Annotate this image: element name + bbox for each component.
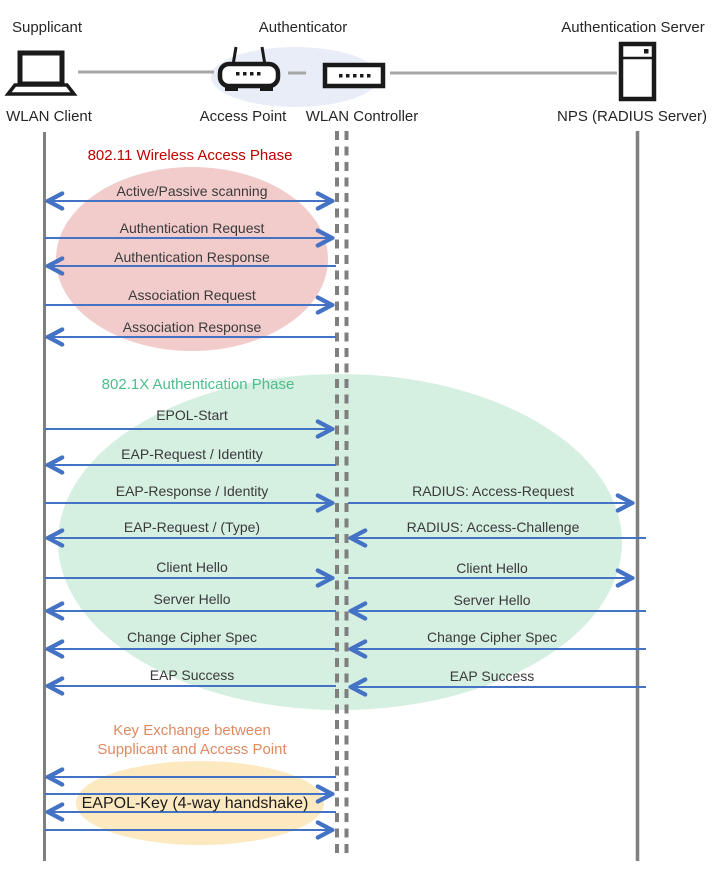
- device-nps-server: NPS (RADIUS Server): [556, 108, 708, 125]
- message-label: EAP-Response / Identity: [115, 483, 269, 499]
- device-access-point: Access Point: [199, 108, 287, 125]
- phase3-title-line1: Key Exchange between: [113, 722, 271, 739]
- message-label: Authentication Request: [119, 220, 265, 236]
- message-label: RADIUS: Access-Challenge: [406, 519, 580, 535]
- message-label: Client Hello: [156, 559, 228, 575]
- role-supplicant: Supplicant: [11, 19, 83, 36]
- message-label: Change Cipher Spec: [427, 629, 557, 645]
- server-icon: [621, 44, 654, 99]
- device-wlan-controller: WLAN Controller: [305, 108, 419, 125]
- message-label: EAP Success: [449, 668, 535, 684]
- role-authentication-server: Authentication Server: [561, 19, 705, 36]
- message-label: Client Hello: [456, 560, 528, 576]
- message-label: EAP-Request / (Type): [123, 519, 261, 535]
- phase1-title: 802.11 Wireless Access Phase: [87, 147, 293, 164]
- laptop-icon: [8, 53, 74, 94]
- message-label: Server Hello: [453, 592, 531, 608]
- message-label: Association Request: [128, 287, 256, 303]
- phase2-title: 802.1X Authentication Phase: [101, 376, 295, 393]
- message-label: EAP Success: [149, 667, 235, 683]
- message-label: Server Hello: [153, 591, 231, 607]
- phase2-ellipse: [58, 374, 622, 710]
- message-label: Active/Passive scanning: [116, 183, 268, 199]
- device-wlan-client: WLAN Client: [6, 108, 92, 125]
- message-label: EPOL-Start: [156, 407, 228, 423]
- message-label: Authentication Response: [114, 249, 270, 265]
- eapol-key-label: EAPOL-Key (4-way handshake): [81, 795, 309, 812]
- message-label: Association Response: [122, 319, 262, 335]
- message-label: EAP-Request / Identity: [121, 446, 263, 462]
- message-label: Change Cipher Spec: [127, 629, 257, 645]
- wlan-controller-icon: [325, 65, 383, 86]
- role-authenticator: Authenticator: [258, 19, 348, 36]
- message-label: RADIUS: Access-Request: [412, 483, 574, 499]
- phase3-title-line2: Supplicant and Access Point: [97, 741, 287, 758]
